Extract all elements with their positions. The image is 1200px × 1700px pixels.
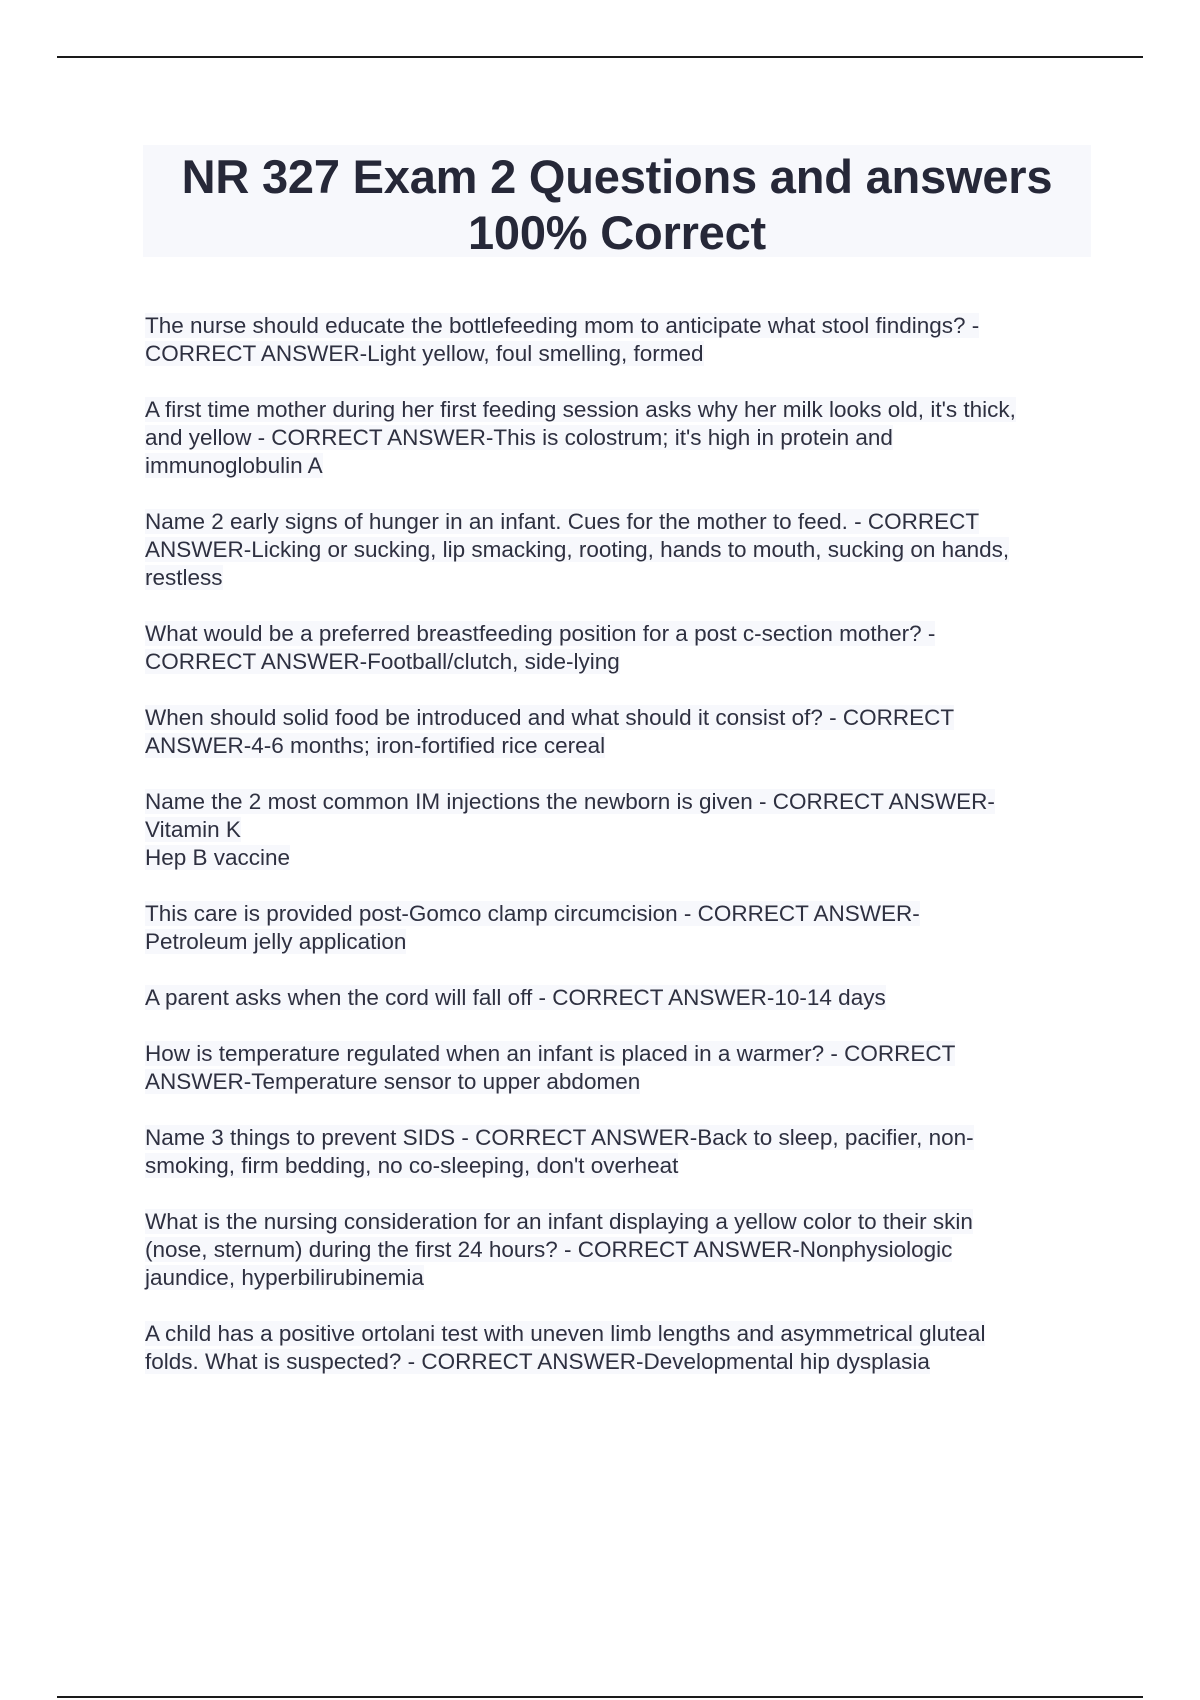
qa-item: [145, 1124, 1095, 1180]
qa-item: [145, 1320, 1095, 1376]
qa-line: ANSWER-4-6 months; iron-fortified rice cereal: [145, 733, 606, 758]
qa-line-row: [145, 452, 1095, 480]
qa-item: [145, 900, 1095, 956]
qa-line: When should solid food be introduced and what should it consist of? - CORRECT: [145, 705, 955, 730]
document-title-block: [143, 145, 1091, 257]
qa-line: A parent asks when the cord will fall off - CORRECT ANSWER-10-14 days: [145, 985, 886, 1010]
qa-line-row: [145, 312, 1095, 340]
qa-line: (nose, sternum) during the first 24 hours? - CORRECT ANSWER-Nonphysiologic: [145, 1237, 953, 1262]
qa-line-row: [145, 1208, 1095, 1236]
qa-line: Vitamin K: [145, 817, 241, 842]
qa-line: smoking, firm bedding, no co-sleeping, don't overheat: [145, 1153, 679, 1178]
qa-line-row: [145, 340, 1095, 368]
qa-item: [145, 788, 1095, 872]
qa-line: What would be a preferred breastfeeding position for a post c-section mother? -: [145, 621, 936, 646]
qa-line: immunoglobulin A: [145, 453, 323, 478]
qa-line-row: [145, 984, 1095, 1012]
qa-item: [145, 508, 1095, 592]
qa-line-row: [145, 1236, 1095, 1264]
qa-line-row: [145, 1040, 1095, 1068]
qa-item: [145, 620, 1095, 676]
qa-item: [145, 312, 1095, 368]
qa-line-row: [145, 508, 1095, 536]
qa-line: How is temperature regulated when an infant is placed in a warmer? - CORRECT: [145, 1041, 956, 1066]
qa-line-row: [145, 900, 1095, 928]
qa-line: ANSWER-Licking or sucking, lip smacking, rooting, hands to mouth, sucking on hands,: [145, 537, 1010, 562]
qa-line: A child has a positive ortolani test with uneven limb lengths and asymmetrical gluteal: [145, 1321, 986, 1346]
qa-line-row: [145, 536, 1095, 564]
qa-line: Name 3 things to prevent SIDS - CORRECT ANSWER-Back to sleep, pacifier, non-: [145, 1125, 974, 1150]
qa-line-row: [145, 928, 1095, 956]
qa-line: Petroleum jelly application: [145, 929, 407, 954]
qa-line: jaundice, hyperbilirubinemia: [145, 1265, 424, 1290]
qa-line-row: [145, 732, 1095, 760]
qa-line-row: [145, 844, 1095, 872]
qa-list: [145, 312, 1095, 1404]
qa-line-row: [145, 620, 1095, 648]
document-title: [143, 145, 1091, 261]
qa-line: ANSWER-Temperature sensor to upper abdomen: [145, 1069, 641, 1094]
qa-line-row: [145, 788, 1095, 816]
qa-line: This care is provided post-Gomco clamp circumcision - CORRECT ANSWER-: [145, 901, 920, 926]
title-line-2: 100% Correct: [467, 206, 767, 259]
qa-item: [145, 1040, 1095, 1096]
qa-line: Hep B vaccine: [145, 845, 291, 870]
qa-line-row: [145, 648, 1095, 676]
qa-line-row: [145, 1348, 1095, 1376]
qa-line: and yellow - CORRECT ANSWER-This is colostrum; it's high in protein and: [145, 425, 893, 450]
qa-line: folds. What is suspected? - CORRECT ANSWER-Developmental hip dysplasia: [145, 1349, 930, 1374]
title-line-1: NR 327 Exam 2 Questions and answers: [181, 150, 1053, 203]
qa-line: A first time mother during her first feeding session asks why her milk looks old, it's thick,: [145, 397, 1016, 422]
qa-line: Name 2 early signs of hunger in an infant. Cues for the mother to feed. - CORRECT: [145, 509, 980, 534]
qa-line: CORRECT ANSWER-Football/clutch, side-lying: [145, 649, 620, 674]
qa-line-row: [145, 1264, 1095, 1292]
qa-line-row: [145, 564, 1095, 592]
qa-item: [145, 1208, 1095, 1292]
qa-line: The nurse should educate the bottlefeeding mom to anticipate what stool findings? -: [145, 313, 980, 338]
bottom-divider: [57, 1696, 1143, 1698]
qa-line-row: [145, 1320, 1095, 1348]
qa-line-row: [145, 1124, 1095, 1152]
qa-item: [145, 704, 1095, 760]
qa-item: [145, 984, 1095, 1012]
qa-item: [145, 396, 1095, 480]
qa-line: Name the 2 most common IM injections the newborn is given - CORRECT ANSWER-: [145, 789, 995, 814]
qa-line-row: [145, 1152, 1095, 1180]
qa-line-row: [145, 816, 1095, 844]
qa-line: CORRECT ANSWER-Light yellow, foul smelling, formed: [145, 341, 704, 366]
qa-line-row: [145, 704, 1095, 732]
qa-line: What is the nursing consideration for an infant displaying a yellow color to their skin: [145, 1209, 973, 1234]
qa-line-row: [145, 424, 1095, 452]
qa-line: restless: [145, 565, 223, 590]
qa-line-row: [145, 396, 1095, 424]
top-divider: [57, 56, 1143, 58]
qa-line-row: [145, 1068, 1095, 1096]
